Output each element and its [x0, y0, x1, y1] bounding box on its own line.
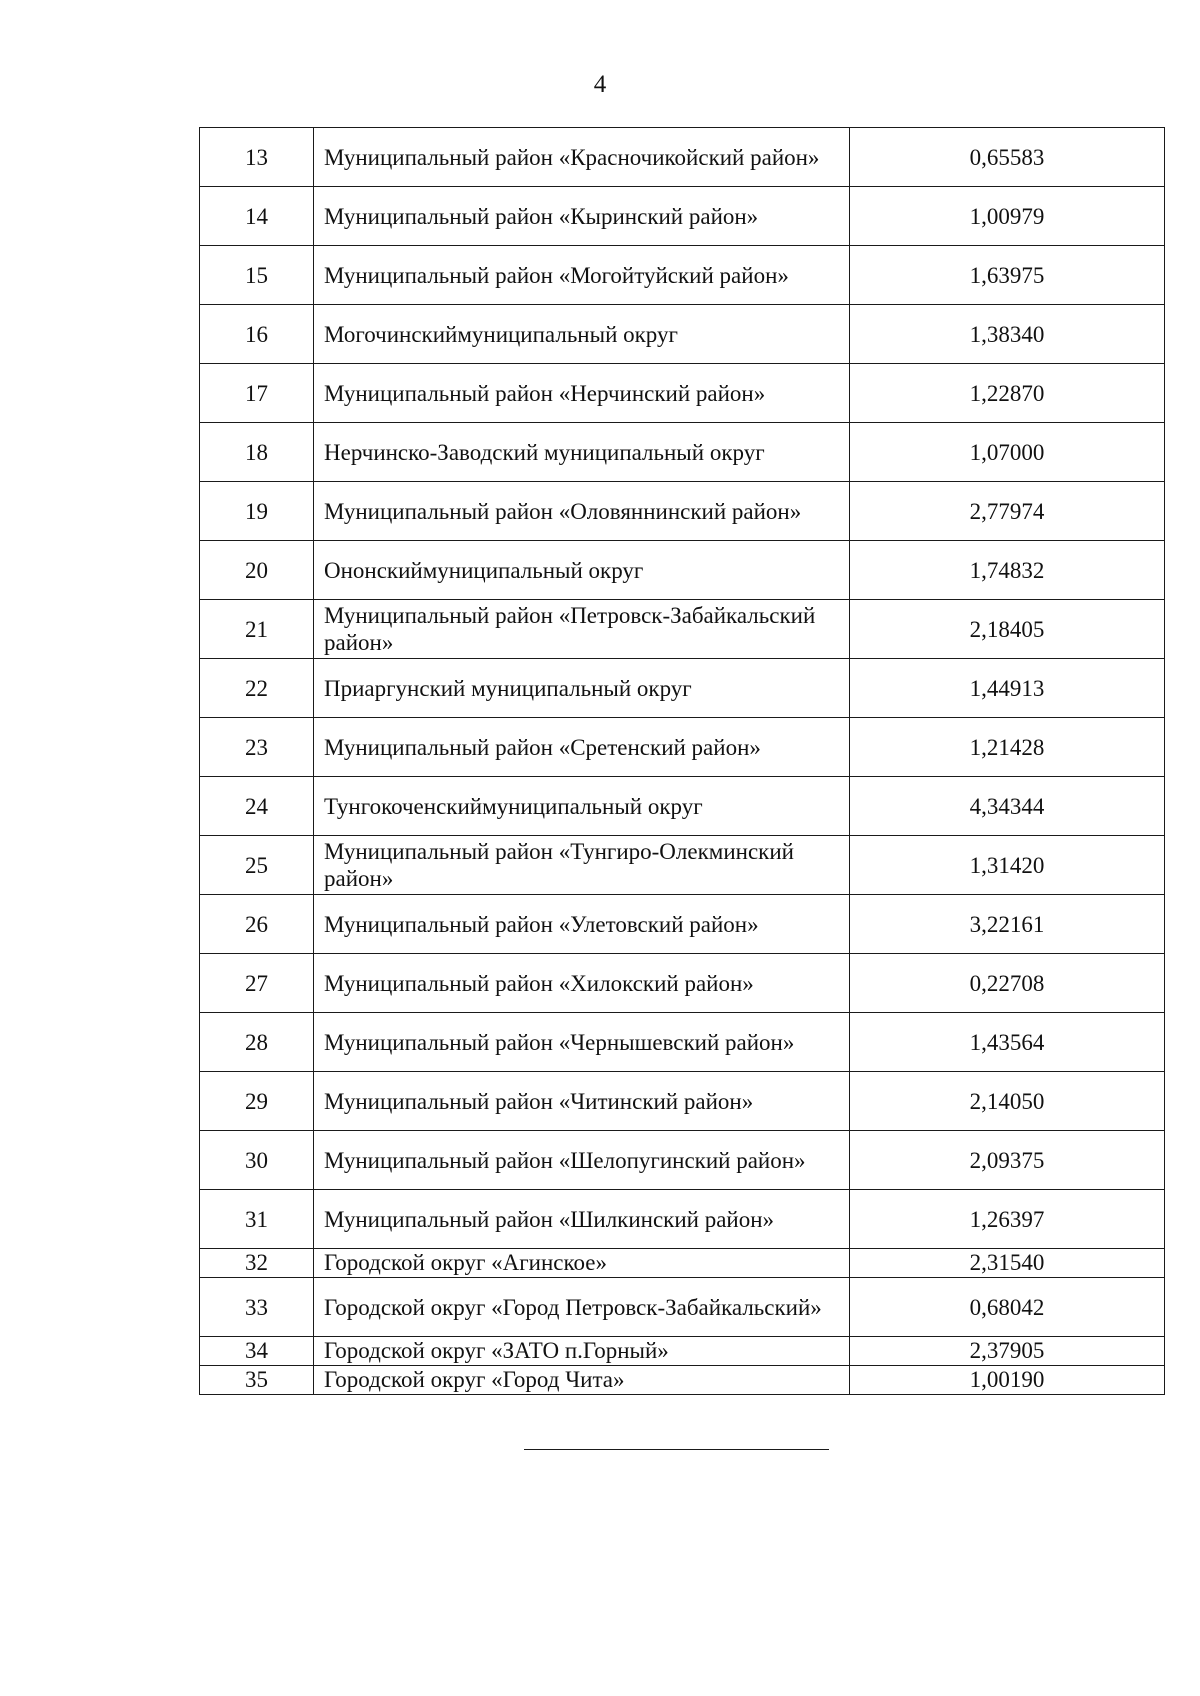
- table-row: [200, 1249, 1165, 1278]
- row-number: 34: [200, 1337, 314, 1366]
- municipality-name: Муниципальный район «Улетовский район»: [314, 895, 850, 954]
- municipality-name: Приаргунский муниципальный округ: [314, 659, 850, 718]
- row-number: 35: [200, 1366, 314, 1395]
- coefficient-value: 1,38340: [850, 305, 1165, 364]
- coefficient-value: 1,74832: [850, 541, 1165, 600]
- coefficient-value: 1,00979: [850, 187, 1165, 246]
- municipality-name: Муниципальный район «Оловяннинский район»: [314, 482, 850, 541]
- row-number: 32: [200, 1249, 314, 1278]
- municipality-name: Нерчинско-Заводский муниципальный округ: [314, 423, 850, 482]
- table-row: [200, 541, 1165, 600]
- coefficient-value: 1,22870: [850, 364, 1165, 423]
- row-number: 33: [200, 1278, 314, 1337]
- coefficient-value: 2,31540: [850, 1249, 1165, 1278]
- table-row: [200, 246, 1165, 305]
- coefficient-value: 0,22708: [850, 954, 1165, 1013]
- municipality-name: Городской округ «Город Чита»: [314, 1366, 850, 1395]
- municipality-name: Городской округ «Город Петровск-Забайкальский»: [314, 1278, 850, 1337]
- table-row: [200, 482, 1165, 541]
- coefficient-value: 1,31420: [850, 836, 1165, 895]
- municipality-name: Муниципальный район «Кыринский район»: [314, 187, 850, 246]
- coefficient-value: 1,07000: [850, 423, 1165, 482]
- table-row: [200, 1337, 1165, 1366]
- row-number: 14: [200, 187, 314, 246]
- coefficient-value: 2,37905: [850, 1337, 1165, 1366]
- table-row: [200, 305, 1165, 364]
- municipality-name: Могочинскиймуниципальный округ: [314, 305, 850, 364]
- table-row: [200, 954, 1165, 1013]
- page-number: 4: [593, 71, 607, 98]
- table-row: [200, 1278, 1165, 1337]
- municipality-name: Муниципальный район «Петровск-Забайкальский район»: [314, 600, 850, 659]
- row-number: 22: [200, 659, 314, 718]
- municipality-name: Муниципальный район «Читинский район»: [314, 1072, 850, 1131]
- municipality-name: Городской округ «ЗАТО п.Горный»: [314, 1337, 850, 1366]
- coefficient-value: 3,22161: [850, 895, 1165, 954]
- row-number: 31: [200, 1190, 314, 1249]
- row-number: 29: [200, 1072, 314, 1131]
- coefficient-value: 1,26397: [850, 1190, 1165, 1249]
- row-number: 19: [200, 482, 314, 541]
- coefficient-value: 1,44913: [850, 659, 1165, 718]
- coefficient-value: 2,09375: [850, 1131, 1165, 1190]
- table-row: [200, 718, 1165, 777]
- table-row: [200, 364, 1165, 423]
- coefficient-value: 0,68042: [850, 1278, 1165, 1337]
- municipality-name: Тунгокоченскиймуниципальный округ: [314, 777, 850, 836]
- municipality-name: Ононскиймуниципальный округ: [314, 541, 850, 600]
- row-number: 24: [200, 777, 314, 836]
- table-row: [200, 777, 1165, 836]
- table-row: [200, 895, 1165, 954]
- row-number: 16: [200, 305, 314, 364]
- coefficient-value: 2,18405: [850, 600, 1165, 659]
- table-row: [200, 1190, 1165, 1249]
- municipality-name: Муниципальный район «Могойтуйский район»: [314, 246, 850, 305]
- table-row: [200, 423, 1165, 482]
- coefficient-value: 1,21428: [850, 718, 1165, 777]
- row-number: 17: [200, 364, 314, 423]
- table-row: [200, 1072, 1165, 1131]
- municipality-name: Муниципальный район «Шилкинский район»: [314, 1190, 850, 1249]
- table-row: [200, 1366, 1165, 1395]
- municipality-name: Муниципальный район «Тунгиро-Олекминский район»: [314, 836, 850, 895]
- municipality-name: Городской округ «Агинское»: [314, 1249, 850, 1278]
- row-number: 25: [200, 836, 314, 895]
- coefficient-value: 1,63975: [850, 246, 1165, 305]
- coefficient-value: 0,65583: [850, 128, 1165, 187]
- table-row: [200, 836, 1165, 895]
- row-number: 27: [200, 954, 314, 1013]
- end-rule-divider: [524, 1449, 829, 1450]
- municipality-name: Муниципальный район «Хилокский район»: [314, 954, 850, 1013]
- coefficient-value: 2,77974: [850, 482, 1165, 541]
- row-number: 18: [200, 423, 314, 482]
- municipality-name: Муниципальный район «Нерчинский район»: [314, 364, 850, 423]
- table-row: [200, 1131, 1165, 1190]
- row-number: 30: [200, 1131, 314, 1190]
- table-row: [200, 187, 1165, 246]
- table-row: [200, 600, 1165, 659]
- table-row: [200, 1013, 1165, 1072]
- row-number: 21: [200, 600, 314, 659]
- row-number: 28: [200, 1013, 314, 1072]
- municipality-name: Муниципальный район «Шелопугинский район»: [314, 1131, 850, 1190]
- table-row: [200, 128, 1165, 187]
- coefficient-value: 4,34344: [850, 777, 1165, 836]
- municipality-name: Муниципальный район «Чернышевский район»: [314, 1013, 850, 1072]
- coefficient-value: 1,00190: [850, 1366, 1165, 1395]
- coefficient-value: 1,43564: [850, 1013, 1165, 1072]
- municipality-name: Муниципальный район «Красночикойский район»: [314, 128, 850, 187]
- coefficient-table: [199, 127, 1165, 1395]
- row-number: 20: [200, 541, 314, 600]
- table-row: [200, 659, 1165, 718]
- municipality-name: Муниципальный район «Сретенский район»: [314, 718, 850, 777]
- row-number: 13: [200, 128, 314, 187]
- row-number: 23: [200, 718, 314, 777]
- row-number: 15: [200, 246, 314, 305]
- coefficient-value: 2,14050: [850, 1072, 1165, 1131]
- row-number: 26: [200, 895, 314, 954]
